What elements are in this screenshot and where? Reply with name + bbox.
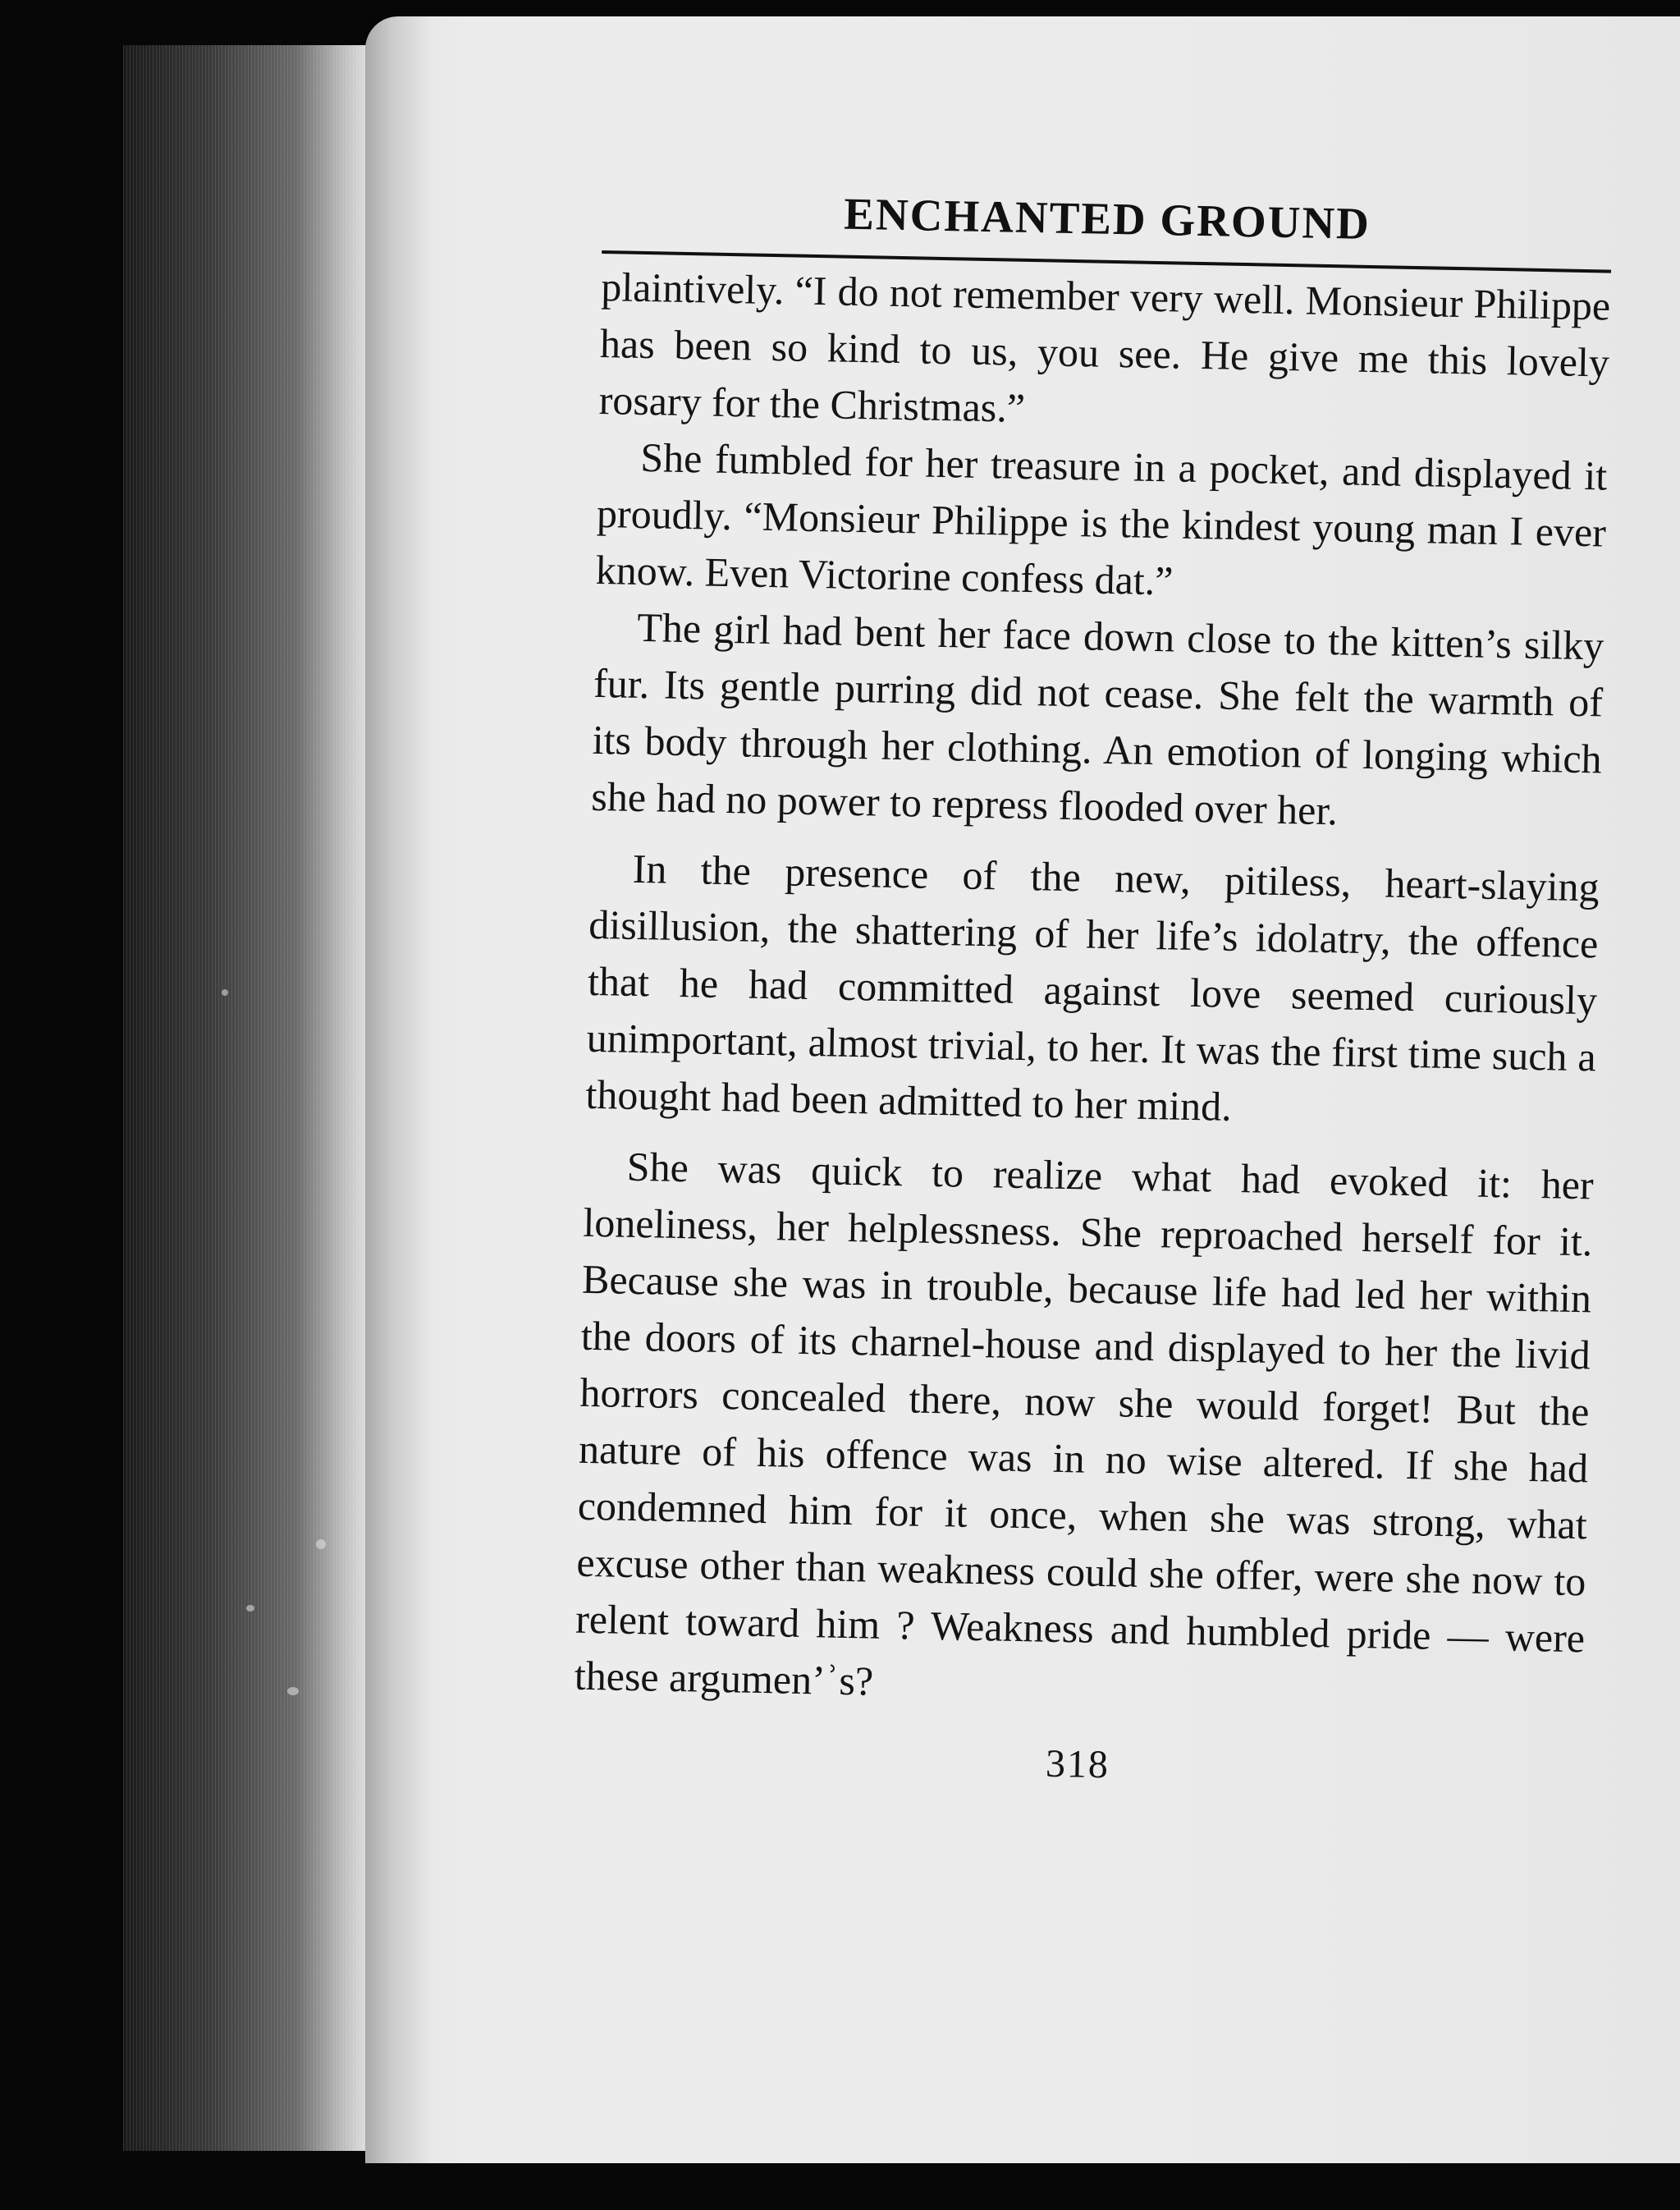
speckle [287,1687,299,1695]
speckle [222,989,228,996]
running-head: ENCHANTED GROUND [843,188,1371,249]
body-text [574,259,1611,1723]
speckle [246,1605,254,1612]
paragraph: She fumbled for her treasure in a pocket, and displayed it proudly. “Monsieur Philippe is the kindest young man I ever know. Even Victorine confess dat.” [595,433,1608,604]
book-page-edges [123,45,369,2151]
paragraph: In the presence of the new, pitiless, heart-slaying disillusion, the shattering of her life’s idolatry, the offence that he had committed against love seemed curiously unimportant, almost trivial, to her. It was the first time such a thought had been admitted to her mind. [584,845,1600,1130]
paragraph: plaintively. “I do not remember very well. Monsieur Philippe has been so kind to us, you see. He give me this lovely rosary for the Christmas.” [598,263,1611,431]
paragraph: She was quick to realize what had evoked it: her loneliness, her helplessness. She reproached herself for it. Because she was in trouble, because life had led her within the doors of its charnel-house and displayed to her the livid horrors concealed there, now she would forget! But the nature of his offence was in no wise altered. If she had condemned him for it once, when she was strong, what excuse other than weakness could she offer, were she now to relent toward him ? Weakness and humbled pride — were these argumen’ʾs? [574,1143,1595,1704]
speckle [316,1539,326,1549]
paragraph: The girl had bent her face down close to the kitten’s silky fur. Its gentle purring did not cease. She felt the warmth of its body through her clothing. An emotion of longing which she had no power to repress flooded over her. [590,603,1604,834]
page-number: 318 [1045,1741,1110,1787]
page-content [573,177,1613,1796]
book-page [365,16,1680,2163]
